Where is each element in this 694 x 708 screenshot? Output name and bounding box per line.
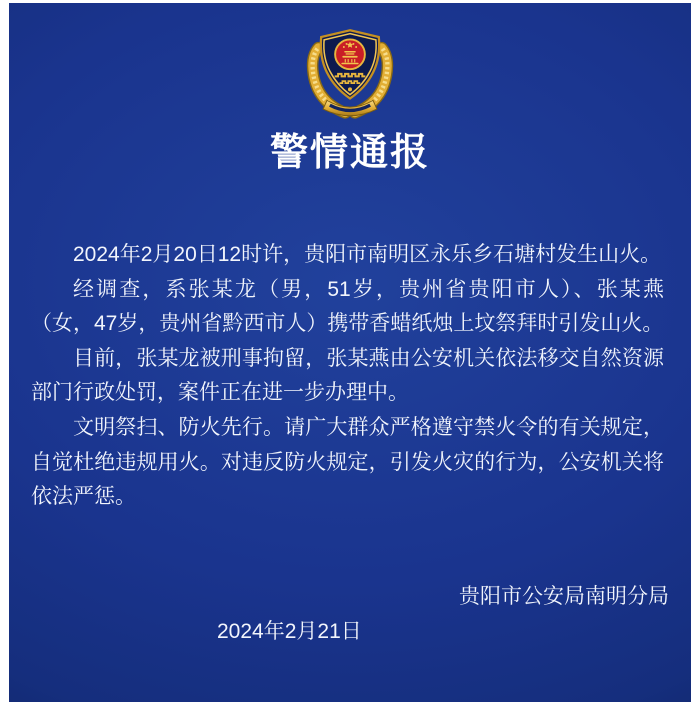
notice-body — [31, 238, 664, 515]
notice-paragraph: 目前，张某龙被刑事拘留，张某燕由公安机关依法移交自然资源部门行政处罚，案件正在进一步办理中。 — [31, 346, 664, 405]
notice-title: 警情通报 — [269, 132, 430, 174]
notice-paragraph: 2024年2月20日12时许，贵阳市南明区永乐乡石塘村发生山火。 — [73, 243, 662, 266]
issuing-authority: 贵阳市公安局南明分局 — [459, 585, 669, 608]
badge-national-emblem — [335, 39, 365, 69]
issue-date: 2024年2月21日 — [217, 620, 362, 643]
notice-poster — [9, 3, 691, 702]
police-badge-icon — [302, 27, 398, 120]
badge-base-ribbon — [323, 100, 377, 115]
notice-paragraph: 经调查，系张某龙（男，51岁，贵州省贵阳市人）、张某燕（女，47岁，贵州省黔西市人）携带香蜡纸烛上坟祭拜时引发山火。 — [31, 277, 664, 336]
notice-paragraph: 文明祭扫、防火先行。请广大群众严格遵守禁火令的有关规定，自觉杜绝违规用火。对违反防火规定，引发火灾的行为，公安机关将依法严惩。 — [31, 415, 664, 509]
